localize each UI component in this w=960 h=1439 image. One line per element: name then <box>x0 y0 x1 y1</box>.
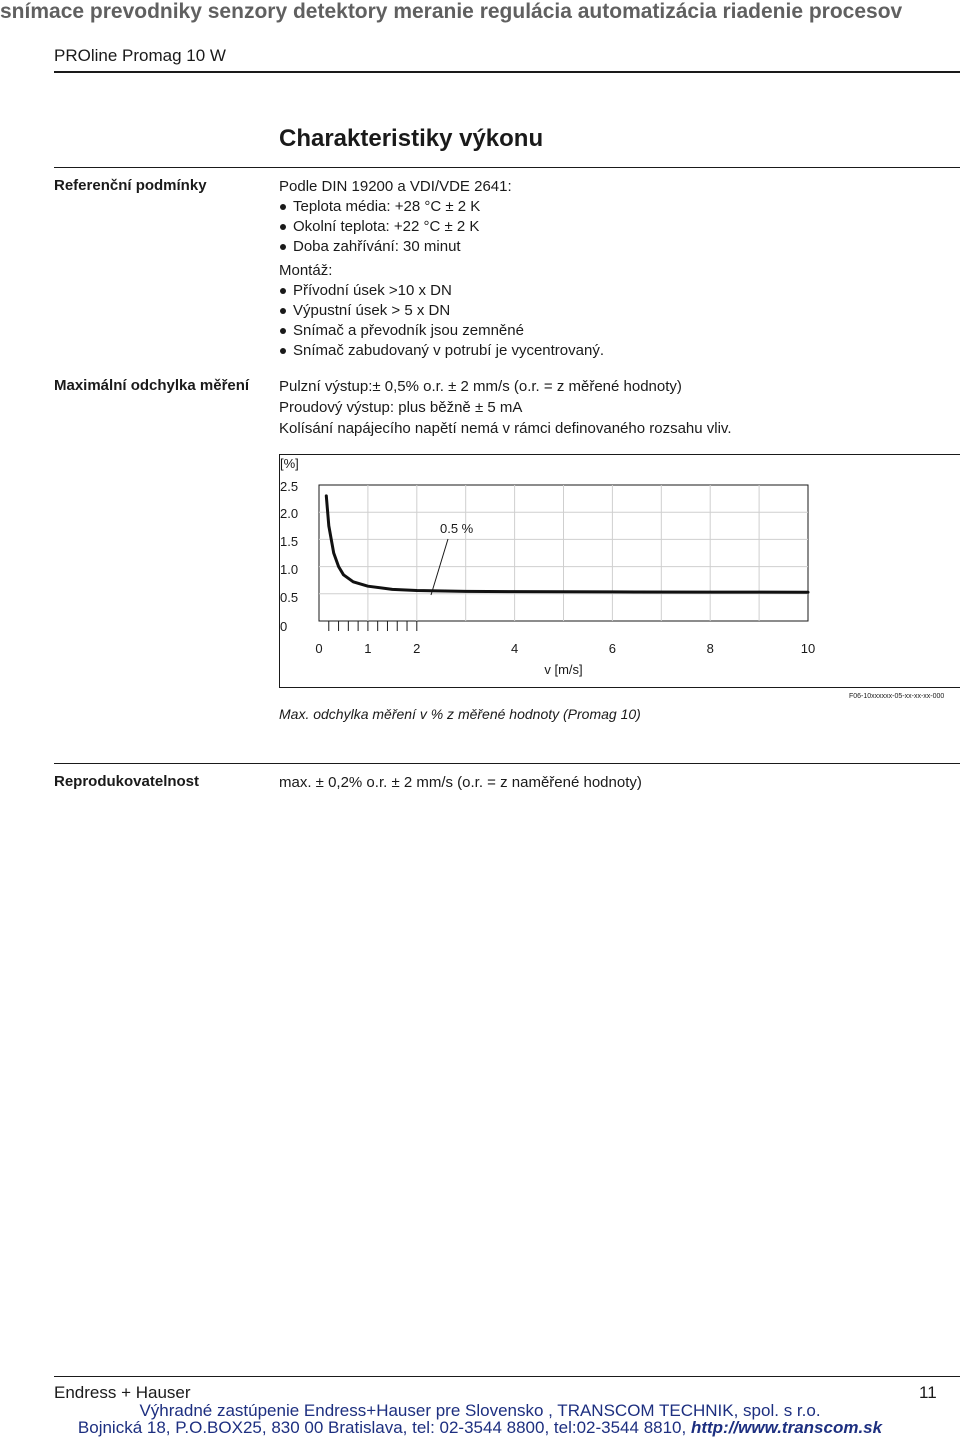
annotation-label: 0.5 % <box>440 521 474 536</box>
footer-url-link[interactable]: http://www.transcom.sk <box>690 1418 883 1437</box>
x-tick-label: 1 <box>364 641 372 656</box>
header-rule <box>54 71 960 73</box>
mounting-label: Montáž: <box>279 262 333 279</box>
error-chart <box>279 454 960 688</box>
footer-distributor-line: Výhradné zastúpenie Endress+Hauser pre Slovensko , TRANSCOM TECHNIK, spol. s r.o. <box>139 1401 821 1420</box>
max-error-line: Kolísání napájecího napětí nemá v rámci definovaného rozsahu vliv. <box>279 420 732 437</box>
list-item: Snímač a převodník jsou zemněné <box>279 321 604 341</box>
x-tick-label: 2 <box>413 641 421 656</box>
max-error-label: Maximální odchylka měření <box>54 377 250 394</box>
x-tick-label: 6 <box>608 641 617 656</box>
max-error-line: Proudový výstup: plus běžně ± 5 mA <box>279 399 523 416</box>
footer-company: Endress + Hauser <box>54 1383 191 1402</box>
section-rule <box>54 167 960 168</box>
repeatability-rule <box>54 763 960 764</box>
mounting-bullets <box>279 281 604 361</box>
x-tick-label: 10 <box>800 641 816 656</box>
list-item: Okolní teplota: +22 °C ± 2 K <box>279 217 480 237</box>
list-item: Doba zahřívání: 30 minut <box>279 237 480 257</box>
figure-code: F06-10xxxxxx-05-xx-xx-xx-000 <box>849 693 945 700</box>
x-tick-label: 8 <box>706 641 714 656</box>
x-tick-label: 0 <box>315 641 323 656</box>
y-tick-label: 1.0 <box>280 562 299 577</box>
footer-rule <box>54 1376 960 1377</box>
y-tick-label: 1.5 <box>280 534 299 549</box>
chart-caption: Max. odchylka měření v % z měřené hodnoty (Promag 10) <box>279 706 641 722</box>
error-curve-line <box>326 496 808 592</box>
y-tick-label: 0.5 <box>280 590 299 605</box>
y-axis-label: [%] <box>280 456 299 471</box>
list-item: Výpustní úsek > 5 x DN <box>279 301 604 321</box>
site-banner: snímace prevodniky senzory detektory meranie regulácia automatizácia riadenie procesov <box>0 0 903 23</box>
repeatability-text: max. ± 0,2% o.r. ± 2 mm/s (o.r. = z naměřené hodnoty) <box>279 774 642 791</box>
y-tick-label: 2.5 <box>280 479 299 494</box>
x-axis-label: v [m/s] <box>544 662 583 677</box>
list-item: Snímač zabudovaný v potrubí je vycentrovaný. <box>279 341 604 361</box>
document-header-title: PROline Promag 10 W <box>54 46 226 65</box>
repeatability-label: Reprodukovatelnost <box>54 773 200 790</box>
y-tick-label: 2.0 <box>280 506 299 521</box>
footer-address-line <box>0 1418 960 1438</box>
max-error-line: Pulzní výstup:± 0,5% o.r. ± 2 mm/s (o.r. = z měřené hodnoty) <box>279 378 682 395</box>
x-tick-label: 4 <box>510 641 519 656</box>
reference-conditions-label: Referenční podmínky <box>54 177 207 194</box>
page-number: 11 <box>919 1383 937 1402</box>
footer-address: Bojnická 18, P.O.BOX25, 830 00 Bratislava, tel: 02-3544 8800, tel:02-3544 8810, <box>77 1418 691 1437</box>
list-item: Teplota média: +28 °C ± 2 K <box>279 197 480 217</box>
list-item: Přívodní úsek >10 x DN <box>279 281 604 301</box>
error-chart-svg <box>280 455 960 687</box>
reference-intro: Podle DIN 19200 a VDI/VDE 2641: <box>279 178 512 195</box>
y-tick-label: 0 <box>280 619 288 634</box>
section-title: Charakteristiky výkonu <box>279 125 544 152</box>
reference-bullets <box>279 197 480 257</box>
